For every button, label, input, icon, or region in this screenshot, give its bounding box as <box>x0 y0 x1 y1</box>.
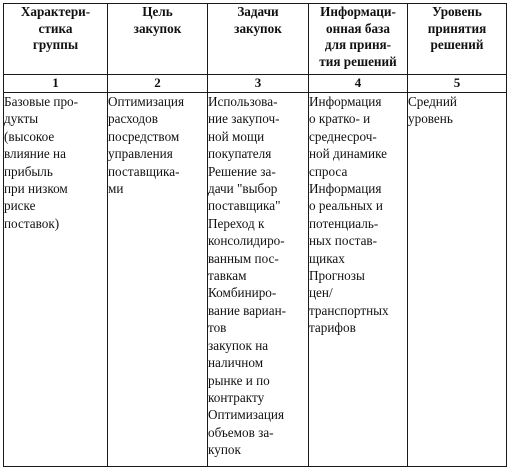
cell-line: дачи "выбор <box>208 181 278 197</box>
cell-line: цен/ <box>309 285 333 301</box>
cell-line: Решение за- <box>208 163 276 179</box>
cell-line: Переход к <box>208 215 265 231</box>
cell-line: наличном <box>208 355 264 371</box>
cell-decision-level <box>408 93 507 467</box>
cell-line: управления <box>108 146 173 162</box>
cell-line: Информация <box>309 181 382 197</box>
cell-line: посредством <box>108 128 180 144</box>
cell-line: рынке и по <box>208 372 270 388</box>
header-line: Цель <box>142 4 173 19</box>
cell-line: поставщика" <box>208 198 281 214</box>
cell-line: о реальных и <box>309 198 383 214</box>
cell-purchase-tasks <box>208 93 309 467</box>
cell-line: прибыль <box>4 163 53 179</box>
header-line: решений <box>430 37 484 52</box>
cell-line: среднесроч- <box>309 128 377 144</box>
header-decision-level <box>408 4 507 75</box>
cell-line: ных постав- <box>309 233 378 249</box>
header-line: для приня- <box>324 37 392 52</box>
cell-line: консолидиро- <box>208 233 285 249</box>
cell-line: поставщика- <box>108 163 180 179</box>
header-line: принятия <box>427 20 487 36</box>
cell-line: ние закупоч- <box>208 111 280 127</box>
column-number: 1 <box>4 75 108 93</box>
purchase-strategy-table <box>3 3 507 467</box>
cell-line: Оптимизация <box>108 94 185 109</box>
cell-line: транспортных <box>309 302 389 318</box>
cell-line: объемов за- <box>208 424 274 440</box>
cell-line: потенциаль- <box>309 215 379 231</box>
header-purchase-tasks <box>208 4 309 75</box>
cell-line: Использова- <box>208 94 278 109</box>
cell-line: Средний <box>408 94 457 109</box>
header-line: Задачи <box>237 4 279 19</box>
cell-line: закупок на <box>208 337 269 353</box>
header-line: закупок <box>133 20 182 36</box>
header-line: Информаци- <box>320 4 396 19</box>
cell-line: покупателя <box>208 146 272 162</box>
column-number: 5 <box>408 75 507 93</box>
header-line: стика <box>38 20 73 36</box>
cell-line: о кратко- и <box>309 111 371 127</box>
column-number: 4 <box>309 75 408 93</box>
header-line: закупок <box>234 20 282 36</box>
cell-line: уровень <box>408 111 453 127</box>
cell-line: Прогнозы <box>309 268 365 284</box>
cell-line: ми <box>108 181 124 197</box>
cell-line: вание вариан- <box>208 302 287 318</box>
cell-line: купок <box>208 442 241 458</box>
header-line: онная база <box>326 20 390 36</box>
cell-line: тов <box>208 320 227 336</box>
header-group-characteristic <box>4 4 108 75</box>
cell-line: Оптимизация <box>208 407 285 423</box>
column-number: 2 <box>108 75 208 93</box>
cell-line: риске <box>4 198 36 214</box>
cell-line: поставок) <box>4 215 60 231</box>
cell-line: расходов <box>108 111 158 127</box>
header-line: Характери- <box>20 4 91 19</box>
column-number: 3 <box>208 75 309 93</box>
cell-purchase-goal <box>108 93 208 467</box>
header-row <box>4 4 507 75</box>
header-line: тия решений <box>319 53 397 69</box>
cell-line: ванным пос- <box>208 250 279 266</box>
cell-information-base <box>309 93 408 467</box>
cell-line: ной мощи <box>208 128 265 144</box>
header-purchase-goal <box>108 4 208 75</box>
cell-line: при низком <box>4 181 68 197</box>
header-line: Уровень <box>432 4 482 19</box>
cell-line: дукты <box>4 111 39 127</box>
header-line: группы <box>32 37 79 52</box>
cell-line: Комбиниро- <box>208 285 277 301</box>
cell-line: тарифов <box>309 320 356 336</box>
cell-group-characteristic <box>4 93 108 467</box>
cell-line: контракту <box>208 389 265 405</box>
table-row <box>4 93 507 467</box>
column-number-row <box>4 75 507 93</box>
cell-line: щиках <box>309 250 345 266</box>
cell-line: влияние на <box>4 146 66 162</box>
cell-line: (высокое <box>4 128 55 144</box>
cell-line: ной динамике <box>309 146 388 162</box>
cell-line: спроса <box>309 163 348 179</box>
cell-line: Информация <box>309 94 382 109</box>
cell-line: Базовые про- <box>4 94 79 109</box>
cell-line: тавкам <box>208 268 247 284</box>
header-information-base <box>309 4 408 75</box>
